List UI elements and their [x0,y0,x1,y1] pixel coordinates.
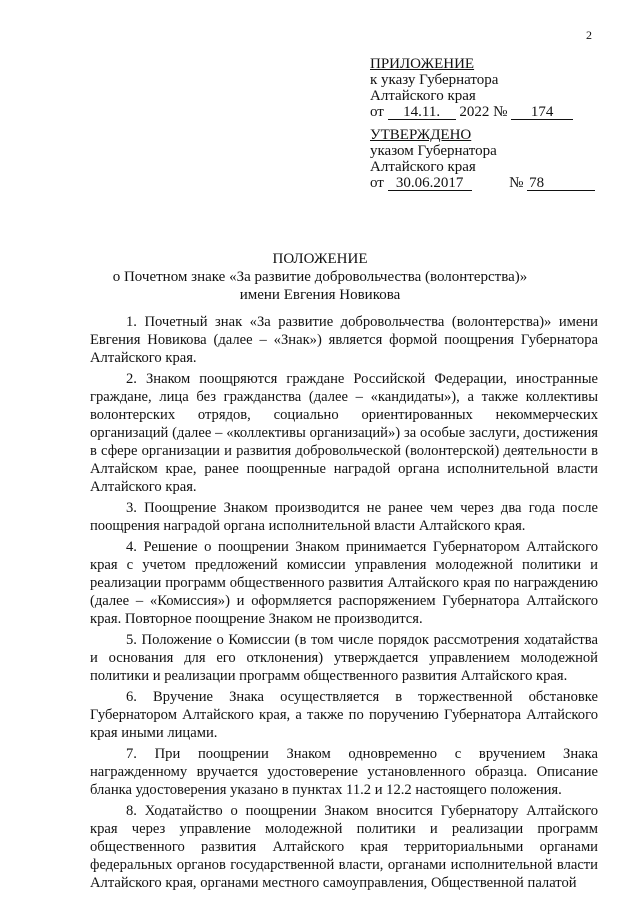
paragraph-4: 4. Решение о поощрении Знаком принимается Губернатором Алтайского края с учетом предложений комиссии управления молодежной политики и реализации программ общественного развития Алтайского края по награждению (далее – «Комиссия») и оформляется распоряжением Губернатора Алтайского края. Повторное поощрение Знаком не производится. [90,539,598,627]
paragraph-7: 7. При поощрении Знаком одновременно с вручением Знака награжденному вручается удостоверение установленного образца. Описание бланка удостоверения указано в пунктах 11.2 и 12.2 настоящего положения. [90,746,598,798]
title-line-2: о Почетном знаке «За развитие добровольчества (волонтерства)» [112,269,528,285]
document-body [90,313,598,895]
approved-date-line [370,175,595,191]
approved-line-1: указом Губернатора [370,143,497,159]
appendix-line-2: Алтайского края [370,88,476,104]
approved-block [370,127,595,191]
appendix-number-label: № [493,104,508,120]
paragraph-2: 2. Знаком поощряются граждане Российской Федерации, иностранные граждане, лица без гражданства (далее – «кандидаты»), а также коллективы волонтерских отрядов, социально ориентированных некоммерческих организаций (далее – «коллективы организаций») за особые заслуги, достижения в сфере организации и развития добровольческой (волонтерской) деятельности в Алтайском крае, ранее поощренные наградой органа исполнительной власти Алтайского края. [90,371,598,495]
appendix-line-1: к указу Губернатора [370,72,499,88]
appendix-year: 2022 [459,104,490,120]
title-line-3: имени Евгения Новикова [239,287,401,303]
approved-line-2: Алтайского края [370,159,476,175]
title-line-1: ПОЛОЖЕНИЕ [272,251,368,267]
approved-heading: УТВЕРЖДЕНО [370,127,472,143]
approved-number-label: № [509,175,524,191]
paragraph-6: 6. Вручение Знака осуществляется в торжественной обстановке Губернатором Алтайского края, а также по поручению Губернатора Алтайского края иными лицами. [90,689,598,741]
appendix-from-label: от [370,104,384,120]
paragraph-5: 5. Положение о Комиссии (в том числе порядок рассмотрения ходатайства и основания для его отклонения) утверждается управлением молодежной политики и реализации программ общественного развития Алтайского края. [90,632,598,684]
approved-date: 30.06.2017 [388,176,472,191]
paragraph-3: 3. Поощрение Знаком производится не ранее чем через два года после поощрения наградой органа исполнительной власти Алтайского края. [90,500,598,534]
approved-from-label: от [370,175,384,191]
document-title [0,250,640,304]
appendix-block [370,56,573,120]
approved-number: 78 [527,176,595,191]
page-number: 2 [586,28,592,42]
appendix-heading: ПРИЛОЖЕНИЕ [370,56,475,72]
appendix-date-line [370,104,573,120]
paragraph-1: 1. Почетный знак «За развитие добровольчества (волонтерства)» имени Евгения Новикова (далее – «Знак») является формой поощрения Губернатора Алтайского края. [90,314,598,366]
appendix-number: 174 [511,105,573,120]
appendix-date: 14.11. [388,105,456,120]
paragraph-8: 8. Ходатайство о поощрении Знаком вносится Губернатору Алтайского края через управление молодежной политики и реализации программ общественного развития Алтайского края территориальными органами федеральных органов государственной власти, органами исполнительной власти Алтайского края, органами местного самоуправления, Общественной палатой [90,803,598,891]
